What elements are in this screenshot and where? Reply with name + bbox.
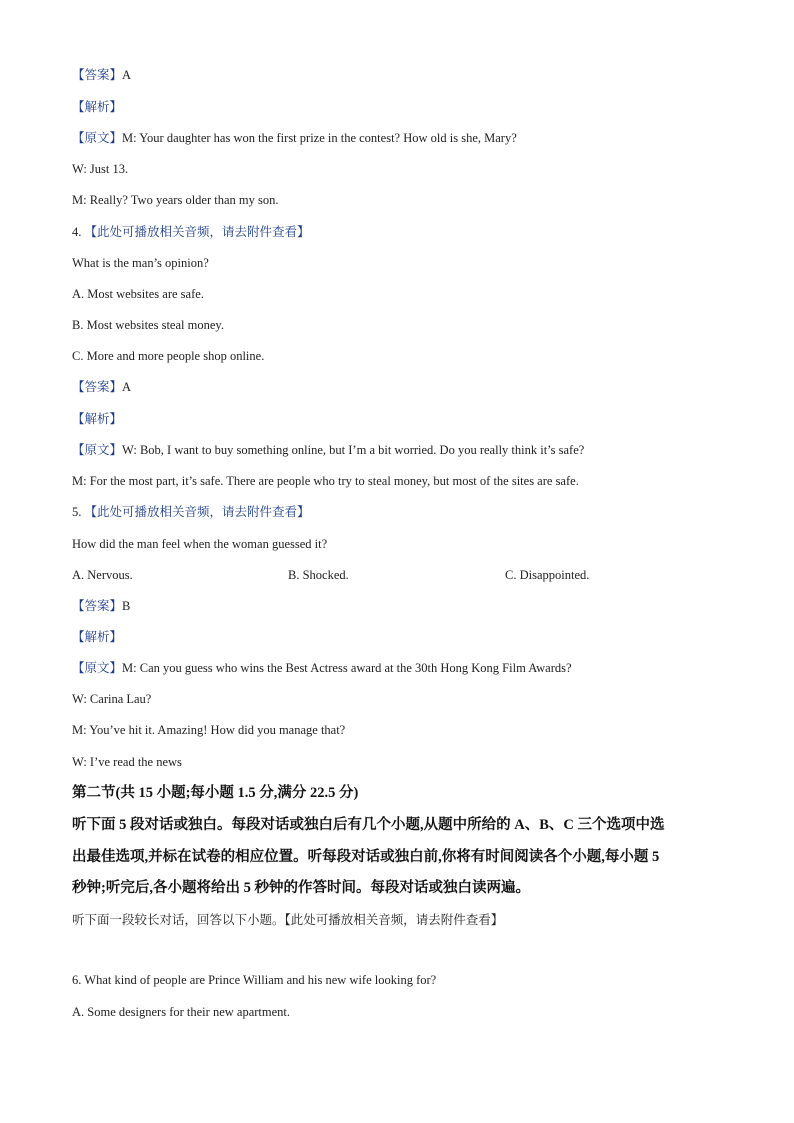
answer-value: A: [122, 68, 132, 82]
q5-answer: [72, 597, 130, 615]
audio-note[interactable]: 【此处可播放相关音频，请去附件查看】: [84, 225, 310, 239]
section2-intro[interactable]: 听下面一段较长对话，回答以下小题。【此处可播放相关音频，请去附件查看】: [72, 913, 504, 927]
q5-header: [72, 503, 310, 521]
q5-script-line: [72, 659, 572, 677]
q5-option-c: C. Disappointed.: [505, 568, 590, 582]
question-number: 4.: [72, 225, 82, 239]
q4-script-line: [72, 441, 584, 459]
section2-instruction: 听下面 5 段对话或独白。每段对话或独白后有几个小题,从题中所给的 A、B、C 三个选项中选: [72, 817, 665, 833]
script-text: M: Can you guess who wins the Best Actress award at the 30th Hong Kong Film Awards?: [122, 661, 572, 675]
q3-script-line: [72, 129, 517, 147]
q4-script-line: M: For the most part, it’s safe. There are people who try to steal money, but most of the sites are safe.: [72, 474, 579, 488]
script-text: M: Your daughter has won the first prize in the contest? How old is she, Mary?: [122, 131, 517, 145]
q3-script-line: W: Just 13.: [72, 162, 129, 176]
script-tag: 【原文】: [72, 131, 123, 145]
q5-script-line: W: I’ve read the news: [72, 755, 182, 769]
q3-script-line: M: Really? Two years older than my son.: [72, 193, 279, 207]
q5-script-line: M: You’ve hit it. Amazing! How did you manage that?: [72, 723, 346, 737]
q5-option-b: B. Shocked.: [288, 568, 349, 582]
answer-tag: 【答案】: [72, 68, 123, 82]
script-text: W: Bob, I want to buy something online, but I’m a bit worried. Do you really think it’s safe?: [122, 443, 585, 457]
q3-answer: [72, 66, 131, 84]
q4-analysis-tag: 【解析】: [72, 412, 123, 426]
question-number: 5.: [72, 505, 82, 519]
q6-question: 6. What kind of people are Prince William and his new wife looking for?: [72, 973, 437, 987]
q4-answer: [72, 378, 131, 396]
answer-value: A: [122, 380, 132, 394]
answer-value: B: [122, 599, 131, 613]
q3-analysis-tag: 【解析】: [72, 100, 123, 114]
answer-tag: 【答案】: [72, 380, 123, 394]
q6-option-a: A. Some designers for their new apartment.: [72, 1005, 290, 1019]
q5-script-line: W: Carina Lau?: [72, 692, 152, 706]
q4-option-b: B. Most websites steal money.: [72, 318, 224, 332]
q4-option-c: C. More and more people shop online.: [72, 349, 265, 363]
section2-heading: 第二节(共 15 小题;每小题 1.5 分,满分 22.5 分): [72, 785, 359, 801]
q5-option-a: A. Nervous.: [72, 568, 133, 582]
q5-question: How did the man feel when the woman guessed it?: [72, 537, 328, 551]
q5-analysis-tag: 【解析】: [72, 630, 123, 644]
answer-tag: 【答案】: [72, 599, 123, 613]
script-tag: 【原文】: [72, 443, 123, 457]
section2-instruction: 秒钟;听完后,各小题将给出 5 秒钟的作答时间。每段对话或独白读两遍。: [72, 880, 530, 896]
section2-instruction: 出最佳选项,并标在试卷的相应位置。听每段对话或独白前,你将有时间阅读各个小题,每小题 5: [72, 849, 660, 865]
q4-question: What is the man’s opinion?: [72, 256, 209, 270]
script-tag: 【原文】: [72, 661, 123, 675]
q4-option-a: A. Most websites are safe.: [72, 287, 204, 301]
q4-header: [72, 223, 310, 241]
audio-note[interactable]: 【此处可播放相关音频，请去附件查看】: [84, 505, 310, 519]
